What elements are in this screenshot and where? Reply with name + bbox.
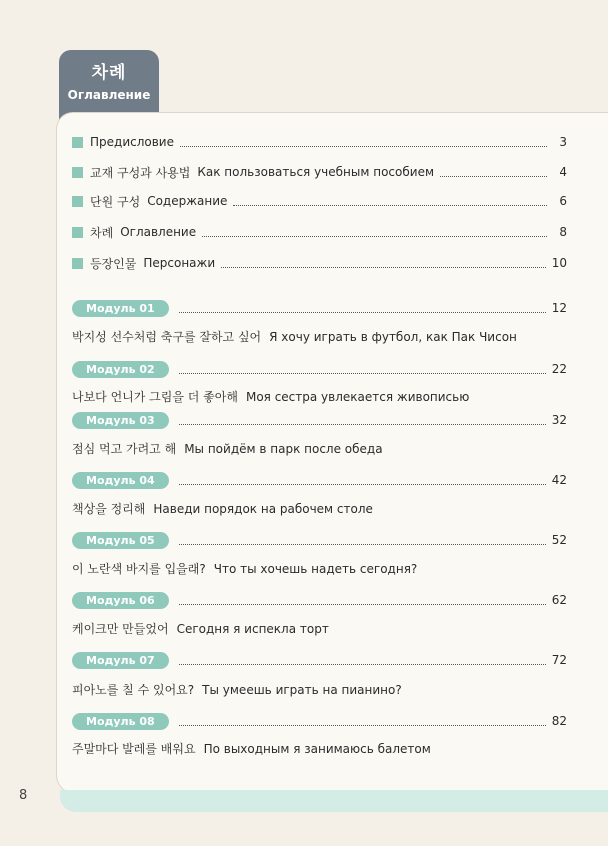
module-04-title[interactable]	[72, 500, 572, 517]
module-title-russian: Ты умеешь играть на пианино?	[202, 683, 402, 697]
entry-title-korean: 교재 구성과 사용법	[90, 165, 191, 180]
module-02-title[interactable]	[72, 388, 572, 405]
entry-page-number: 6	[559, 194, 567, 208]
module-03-heading[interactable]	[72, 410, 567, 430]
entry-title-korean: 단원 구성	[90, 194, 141, 209]
module-07-title[interactable]	[72, 681, 572, 698]
module-badge: Модуль 08	[72, 713, 169, 730]
module-badge: Модуль 06	[72, 592, 169, 609]
module-title-korean: 주말마다 발레를 배워요	[72, 742, 196, 756]
module-title-russian: По выходным я занимаюсь балетом	[203, 742, 431, 756]
toc-entry-characters[interactable]	[72, 252, 567, 274]
entry-title-russian: Содержание	[147, 194, 228, 208]
dot-leader	[221, 259, 546, 268]
dot-leader	[179, 416, 546, 425]
dot-leader	[179, 536, 546, 545]
module-title-korean: 피아노를 칠 수 있어요?	[72, 683, 195, 697]
module-07-heading[interactable]	[72, 650, 567, 670]
module-04-heading[interactable]	[72, 470, 567, 490]
module-05-heading[interactable]	[72, 530, 567, 550]
module-title-russian: Я хочу играть в футбол, как Пак Чисон	[269, 330, 517, 344]
module-page-number: 12	[551, 301, 567, 315]
module-title-korean: 케이크만 만들었어	[72, 622, 169, 636]
module-title-korean: 점심 먹고 가려고 해	[72, 442, 177, 456]
square-bullet-icon	[72, 227, 83, 238]
dot-leader	[233, 197, 547, 206]
panel-footer-band	[60, 790, 608, 812]
module-01-heading[interactable]	[72, 298, 567, 318]
module-badge: Модуль 07	[72, 652, 169, 669]
dot-leader	[180, 138, 547, 147]
dot-leader	[179, 717, 546, 726]
module-title-russian: Мы пойдём в парк после обеда	[184, 442, 383, 456]
toc-title-korean: 차례	[91, 63, 127, 83]
module-page-number: 52	[551, 533, 567, 547]
dot-leader	[179, 365, 546, 374]
module-badge: Модуль 03	[72, 412, 169, 429]
module-page-number: 32	[551, 413, 567, 427]
module-title-russian: Наведи порядок на рабочем столе	[153, 502, 373, 516]
entry-page-number: 3	[559, 135, 567, 149]
dot-leader	[179, 304, 546, 313]
square-bullet-icon	[72, 167, 83, 178]
dot-leader	[179, 656, 546, 665]
entry-title-russian: Персонажи	[143, 256, 216, 270]
entry-page-number: 4	[559, 165, 567, 179]
module-title-korean: 책상을 정리해	[72, 502, 146, 516]
module-05-title[interactable]	[72, 560, 572, 577]
module-title-russian: Что ты хочешь надеть сегодня?	[213, 562, 418, 576]
module-page-number: 82	[551, 714, 567, 728]
entry-title-korean: 등장인물	[90, 256, 137, 271]
module-badge: Модуль 01	[72, 300, 169, 317]
entry-title-russian: Оглавление	[120, 225, 197, 239]
square-bullet-icon	[72, 258, 83, 269]
module-page-number: 42	[551, 473, 567, 487]
toc-entry-how-to-use[interactable]	[72, 161, 567, 183]
module-title-korean: 나보다 언니가 그림을 더 좋아해	[72, 390, 238, 404]
module-page-number: 62	[551, 593, 567, 607]
entry-page-number: 8	[559, 225, 567, 239]
dot-leader	[179, 476, 546, 485]
module-title-russian: Моя сестра увлекается живописью	[245, 390, 470, 404]
module-06-title[interactable]	[72, 620, 572, 637]
module-08-title[interactable]	[72, 740, 572, 757]
entry-title-russian: Как пользоваться учебным пособием	[197, 165, 435, 179]
module-title-russian: Сегодня я испекла торт	[176, 622, 329, 636]
square-bullet-icon	[72, 137, 83, 148]
square-bullet-icon	[72, 196, 83, 207]
entry-page-number: 10	[551, 256, 567, 270]
dot-leader	[440, 168, 547, 177]
module-06-heading[interactable]	[72, 590, 567, 610]
toc-title-russian: Оглавление	[67, 88, 151, 102]
toc-header-tab	[59, 50, 159, 120]
entry-title-korean: 차례	[90, 225, 114, 240]
module-08-heading[interactable]	[72, 711, 567, 731]
entry-title-russian: Предисловие	[90, 135, 174, 149]
module-02-heading[interactable]	[72, 359, 567, 379]
dot-leader	[202, 228, 547, 237]
module-badge: Модуль 04	[72, 472, 169, 489]
dot-leader	[179, 596, 546, 605]
module-03-title[interactable]	[72, 440, 572, 457]
module-page-number: 22	[551, 362, 567, 376]
module-badge: Модуль 02	[72, 361, 169, 378]
toc-entry-preface[interactable]	[72, 131, 567, 153]
module-title-korean: 박지성 선수처럼 축구를 잘하고 싶어	[72, 330, 262, 344]
module-badge: Модуль 05	[72, 532, 169, 549]
module-title-korean: 이 노란색 바지를 입을래?	[72, 562, 206, 576]
page-number: 8	[19, 788, 28, 803]
toc-entry-table-of-contents[interactable]	[72, 221, 567, 243]
toc-entry-contents[interactable]	[72, 190, 567, 212]
module-01-title[interactable]	[72, 328, 572, 345]
module-page-number: 72	[551, 653, 567, 667]
